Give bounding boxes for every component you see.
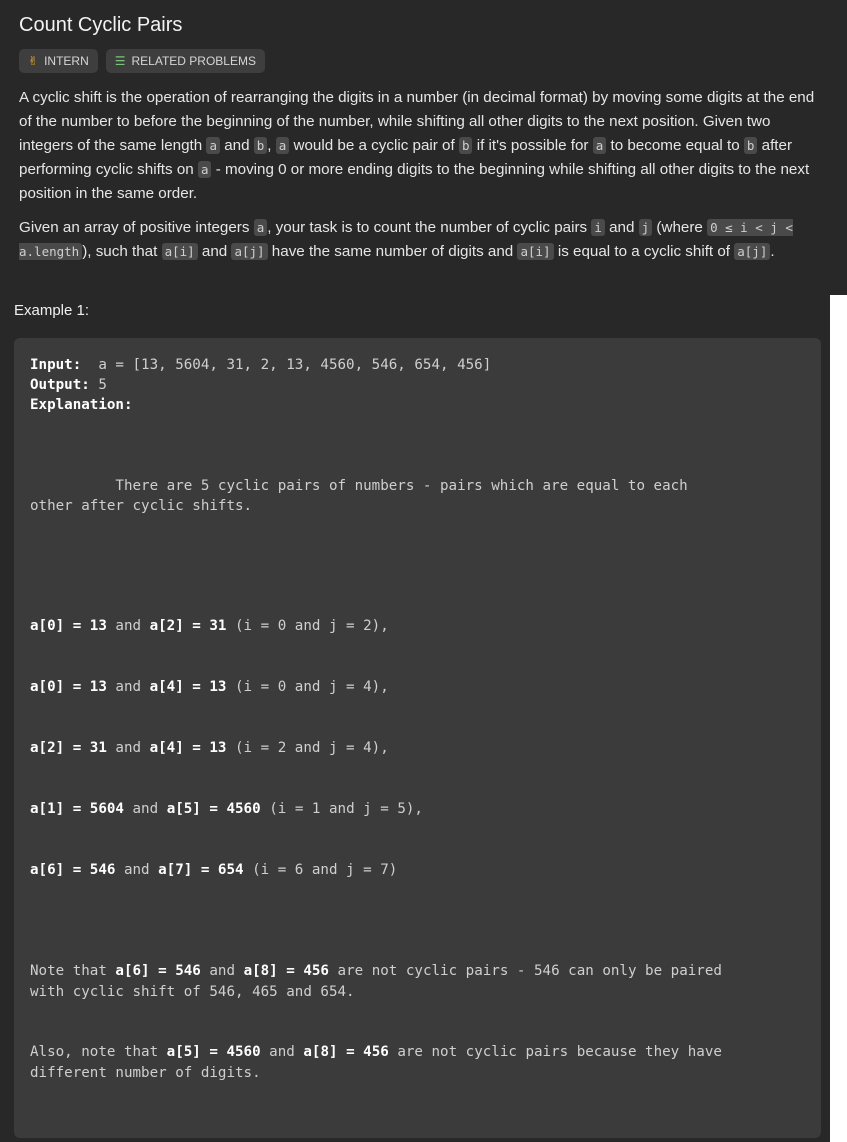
inline-code: i xyxy=(591,219,605,236)
pair-b: a[7] = 654 xyxy=(158,862,244,878)
inline-code: a[j] xyxy=(734,243,770,260)
description-paragraph-2 xyxy=(19,216,827,264)
note-value: a[8] = 456 xyxy=(243,963,329,979)
pair-indices: (i = 6 and j = 7) xyxy=(243,862,398,878)
problem-header-panel xyxy=(0,0,847,295)
summary-line-1: There are 5 cyclic pairs of numbers - pairs which are equal to each xyxy=(30,478,688,494)
text: . xyxy=(770,243,775,260)
text: and xyxy=(200,963,244,979)
summary-line-2: other after cyclic shifts. xyxy=(30,498,253,514)
text: (where xyxy=(652,219,708,236)
explanation-line xyxy=(30,395,133,415)
pair-a: a[0] = 13 xyxy=(30,618,107,634)
inline-code: 0 ≤ i < j < a.length xyxy=(19,220,793,259)
text: ), such that xyxy=(82,243,162,260)
pair-line xyxy=(30,738,389,758)
pair-b: a[4] = 13 xyxy=(149,740,227,756)
pair-indices: (i = 2 and j = 4), xyxy=(226,740,389,756)
inline-code: a[j] xyxy=(231,243,267,260)
example-label: Example 1: xyxy=(14,302,90,319)
note-value: a[5] = 4560 xyxy=(166,1044,261,1060)
output-label: Output: xyxy=(30,377,90,393)
text: - moving 0 or more ending digits to the beginning while shifting all other digits to the next position in the same order. xyxy=(19,161,810,202)
pair-indices: (i = 1 and j = 5), xyxy=(260,801,423,817)
note-value: a[8] = 456 xyxy=(303,1044,389,1060)
text: , xyxy=(267,137,276,154)
text: and xyxy=(604,219,639,236)
output-line xyxy=(30,375,107,395)
inline-code: a xyxy=(593,137,607,154)
inline-code: a xyxy=(206,137,220,154)
input-value: a = [13, 5604, 31, 2, 13, 4560, 546, 654, 456] xyxy=(81,357,492,373)
pair-line xyxy=(30,799,423,819)
pair-mid: and xyxy=(106,679,150,695)
text: are not cyclic pairs - 546 can only be paired xyxy=(328,963,722,979)
text: is equal to a cyclic shift of xyxy=(553,243,735,260)
pair-a: a[2] = 31 xyxy=(30,740,107,756)
pair-b: a[2] = 31 xyxy=(149,618,227,634)
note-2-line-2: different number of digits. xyxy=(30,1065,261,1081)
pair-b: a[5] = 4560 xyxy=(166,801,261,817)
intern-badge-label: INTERN xyxy=(44,54,89,68)
text: have the same number of digits and xyxy=(267,243,518,260)
inline-code: a xyxy=(198,161,212,178)
intern-badge[interactable] xyxy=(19,49,98,73)
pair-a: a[1] = 5604 xyxy=(30,801,124,817)
inline-code: b xyxy=(744,137,758,154)
pair-line xyxy=(30,677,389,697)
text: are not cyclic pairs because they have xyxy=(388,1044,722,1060)
explanation-label: Explanation: xyxy=(30,397,133,413)
pair-line xyxy=(30,616,389,636)
note-1-line-1 xyxy=(30,961,722,981)
related-problems-label: RELATED PROBLEMS xyxy=(131,54,256,68)
inline-code: a xyxy=(276,137,290,154)
pair-indices: (i = 0 and j = 2), xyxy=(226,618,389,634)
inline-code: b xyxy=(459,137,473,154)
text: , your task is to count the number of cyclic pairs xyxy=(267,219,592,236)
text: to become equal to xyxy=(606,137,744,154)
description-paragraph-1 xyxy=(19,86,827,206)
note-2-line-1 xyxy=(30,1042,722,1062)
text: after performing cyclic shifts on xyxy=(19,137,793,178)
text: if it's possible for xyxy=(472,137,593,154)
pair-mid: and xyxy=(123,801,167,817)
pair-mid: and xyxy=(106,618,150,634)
example-code-block xyxy=(14,338,821,1138)
rock-hand-icon: ✌ xyxy=(28,54,39,68)
pair-b: a[4] = 13 xyxy=(149,679,227,695)
note-1-line-2: with cyclic shift of 546, 465 and 654. xyxy=(30,984,355,1000)
text: and xyxy=(197,243,232,260)
inline-code: b xyxy=(254,137,268,154)
input-line xyxy=(30,355,491,375)
pair-line xyxy=(30,860,397,880)
problem-description xyxy=(19,86,827,274)
page-title: Count Cyclic Pairs xyxy=(19,14,183,36)
badge-bar xyxy=(19,49,265,73)
input-label: Input: xyxy=(30,357,82,373)
text: A cyclic shift is the operation of rearranging the digits in a number (in decimal format) by moving some digits at the end of the number to before the beginning of the number, while shifting all other digits to the next position. Given two integers of the same length xyxy=(19,89,815,154)
text: Note that xyxy=(30,963,116,979)
pair-mid: and xyxy=(106,740,150,756)
note-value: a[6] = 546 xyxy=(115,963,201,979)
pair-indices: (i = 0 and j = 4), xyxy=(226,679,389,695)
inline-code: a[i] xyxy=(517,243,553,260)
text: Also, note that xyxy=(30,1044,167,1060)
related-problems-button[interactable] xyxy=(106,49,265,73)
pair-a: a[6] = 546 xyxy=(30,862,116,878)
output-value: 5 xyxy=(89,377,107,393)
text: Given an array of positive integers xyxy=(19,219,254,236)
text: and xyxy=(219,137,254,154)
inline-code: a xyxy=(254,219,268,236)
text: and xyxy=(260,1044,304,1060)
inline-code: a[i] xyxy=(162,243,198,260)
pair-mid: and xyxy=(115,862,159,878)
pair-a: a[0] = 13 xyxy=(30,679,107,695)
books-icon: ☰ xyxy=(114,54,126,68)
inline-code: j xyxy=(639,219,653,236)
text: would be a cyclic pair of xyxy=(289,137,459,154)
